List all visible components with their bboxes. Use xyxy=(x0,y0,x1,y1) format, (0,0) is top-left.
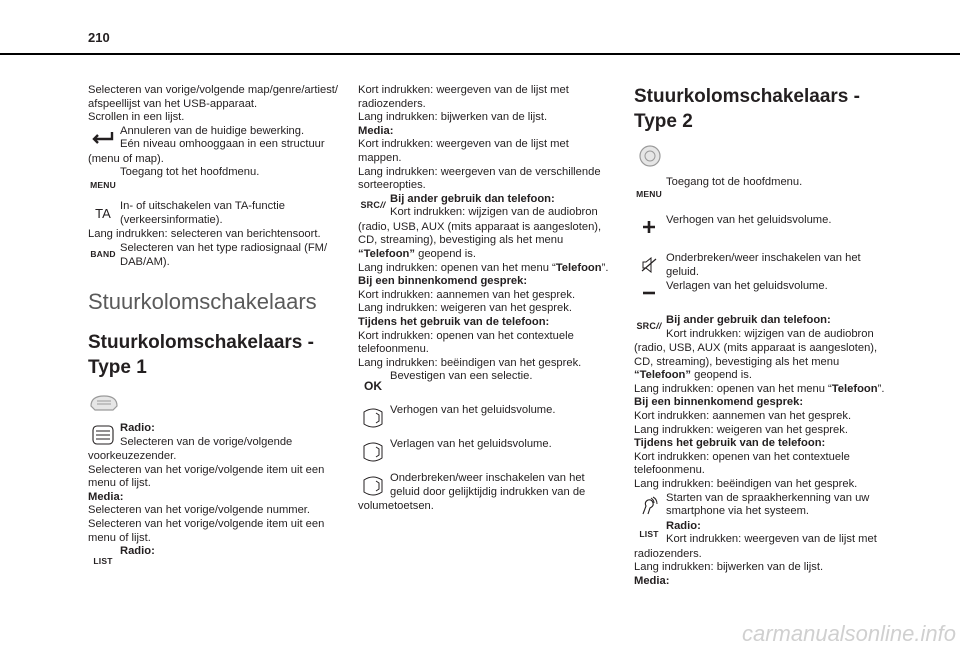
text-line: Bij een binnenkomend gesprek: xyxy=(634,396,804,409)
text-line: Scrollen in een lijst. xyxy=(88,111,185,124)
ok-item xyxy=(358,370,620,398)
text-line: Selecteren van het vorige/volgende item uit een xyxy=(88,463,325,476)
telefoon-quote: “Telefoon” xyxy=(634,369,691,382)
text-line: Lang indrukken: bijwerken van de lijst. xyxy=(358,111,548,124)
header-rule xyxy=(0,53,960,55)
text-line: Tijdens het gebruik van de telefoon: xyxy=(634,437,826,450)
text-line: Onderbreken/weer inschakelen van het xyxy=(666,252,861,264)
text-line: Lang indrukken: bijwerken van de lijst. xyxy=(634,561,824,574)
text-line: Kort indrukken: wijzigen van de audiobron xyxy=(666,327,874,340)
text-line: Lang indrukken: weergeven van de verschillende xyxy=(358,165,601,178)
lang-open-post: ”. xyxy=(877,382,885,395)
geopend-text: geopend is. xyxy=(414,247,476,260)
text-line: Onderbreken/weer inschakelen van het xyxy=(390,472,585,485)
text-line: menu of lijst. xyxy=(88,531,151,544)
volume-up-item xyxy=(634,214,896,242)
text-line: Starten van de spraakherkenning van uw xyxy=(666,491,870,504)
text-line: Lang indrukken: beëindigen van het gesprek. xyxy=(358,356,582,369)
text-line: Selecteren van het vorige/volgende item uit een xyxy=(88,517,325,530)
menu-key-label: MENU xyxy=(636,189,662,200)
text-line: Kort indrukken: aannemen van het gesprek. xyxy=(634,409,852,422)
text-line: telefoonmenu. xyxy=(358,343,429,356)
text-line: Verhogen van het geluidsvolume. xyxy=(666,214,832,226)
text-line: Kort indrukken: weergeven van de lijst met xyxy=(358,138,569,151)
text-line: telefoonmenu. xyxy=(634,464,705,477)
src-key-label: SRC xyxy=(360,199,381,210)
text-line: Radio: xyxy=(120,421,155,434)
band-item xyxy=(88,242,350,270)
text-line: CD, streaming), bevestiging als het menu xyxy=(634,355,840,368)
text-line: mappen. xyxy=(358,151,402,164)
lang-open-post: ”. xyxy=(601,261,609,274)
return-arrow-icon xyxy=(88,125,118,151)
text-line: Eén niveau omhooggaan in een structuur xyxy=(120,138,325,151)
text-line: In- of uitschakelen van TA-functie xyxy=(120,200,285,213)
text-line: Annuleren van de huidige bewerking. xyxy=(120,124,305,137)
text-line: Selecteren van vorige/volgende map/genre/artiest/ xyxy=(88,84,339,96)
subsection-title xyxy=(88,330,350,380)
radio-item xyxy=(88,422,350,450)
text-line: sorteeropties. xyxy=(358,179,426,192)
text-line: Media: xyxy=(358,124,394,137)
text-line: Lang indrukken: weigeren van het gesprek. xyxy=(634,423,848,436)
text-line xyxy=(358,262,620,276)
menu-key-label: MENU xyxy=(90,179,116,190)
mute-speaker-icon xyxy=(634,252,664,278)
text-line: Tijdens het gebruik van de telefoon: xyxy=(358,315,550,328)
ta-item xyxy=(88,200,350,228)
text-line: (menu of map). xyxy=(88,152,164,165)
ta-key-label: TA xyxy=(95,205,111,221)
band-key-label: BAND xyxy=(90,249,116,260)
text-line: Toegang tot de hoofdmenu. xyxy=(666,176,803,188)
thumbwheel-icon xyxy=(88,422,118,448)
text-line: Selecteren van het type radiosignaal (FM/ xyxy=(120,241,328,254)
title-line: Type 1 xyxy=(88,356,147,378)
text-line: Radio: xyxy=(666,519,701,532)
text-line: menu of lijst. xyxy=(88,477,151,490)
voice-item xyxy=(634,492,896,520)
list-key-label: LIST xyxy=(93,556,113,567)
text-line: volumetoetsen. xyxy=(358,500,434,513)
ok-key-label: OK xyxy=(364,379,382,394)
geopend-text: geopend is. xyxy=(690,369,752,382)
telefoon-quote: “Telefoon” xyxy=(358,247,415,260)
lang-open-bold: Telefoon xyxy=(555,261,602,274)
column-1 xyxy=(88,84,350,573)
list-key-label: LIST xyxy=(639,528,659,539)
src-key-icon: SRC // xyxy=(634,314,664,340)
text-line: Kort indrukken: weergeven van de lijst met xyxy=(666,533,877,546)
text-line: smartphone via het systeem. xyxy=(666,505,810,518)
text-line: Kort indrukken: weergeven van de lijst met xyxy=(358,84,569,96)
text-line: Verlagen van het geluidsvolume. xyxy=(390,438,552,451)
text-line: Verlagen van het geluidsvolume. xyxy=(666,280,828,292)
text-line: Lang indrukken: beëindigen van het gesprek. xyxy=(634,477,858,490)
page-number: 210 xyxy=(88,30,110,45)
text-line: geluid door gelijktijdig indrukken van de xyxy=(390,485,586,498)
src-item xyxy=(358,193,620,221)
voice-recognition-icon xyxy=(634,492,664,518)
volume-both-control-icon xyxy=(358,472,388,498)
text-line: Lang indrukken: selecteren van berichtensoort. xyxy=(88,228,321,241)
column-3 xyxy=(634,84,896,588)
section-title: Stuurkolomschakelaars xyxy=(88,288,317,314)
menu-item xyxy=(634,176,896,204)
subsection-title xyxy=(634,84,896,134)
src-key-icon: SRC // xyxy=(358,193,388,219)
text-line: Radio: xyxy=(120,545,155,558)
lang-open-bold: Telefoon xyxy=(831,382,878,395)
text-line: Bij een binnenkomend gesprek: xyxy=(358,275,528,288)
title-line: Stuurkolomschakelaars - xyxy=(634,86,860,107)
text-line xyxy=(358,248,620,262)
volume-up-control-icon xyxy=(358,404,388,430)
text-line: Media: xyxy=(88,490,124,503)
steering-switch-icon xyxy=(634,144,896,170)
title-line: Stuurkolomschakelaars - xyxy=(88,331,314,353)
mute-item xyxy=(358,472,620,500)
watermark: carmanualsonline.info xyxy=(741,621,956,646)
text-line: Media: xyxy=(634,574,670,587)
text-line: geluid. xyxy=(666,265,699,278)
minus-icon xyxy=(634,280,664,306)
volume-up-item xyxy=(358,404,620,432)
text-line: DAB/AM). xyxy=(120,255,170,268)
column-2 xyxy=(358,84,620,514)
lang-open-pre: Lang indrukken: openen van het menu “ xyxy=(358,261,556,274)
title-line: Type 2 xyxy=(634,111,693,132)
text-line: Kort indrukken: aannemen van het gesprek. xyxy=(358,288,576,301)
plus-icon xyxy=(634,214,664,240)
text-line: (verkeersinformatie). xyxy=(120,213,223,226)
text-line: Bevestigen van een selectie. xyxy=(390,370,533,383)
text-line: Verhogen van het geluidsvolume. xyxy=(390,404,556,417)
text-line: Selecteren van het vorige/volgende nummer. xyxy=(88,504,311,517)
text-line: Kort indrukken: openen van het contextuele xyxy=(358,329,574,342)
text-line: Kort indrukken: openen van het contextuele xyxy=(634,450,850,463)
menu-item xyxy=(88,166,350,194)
text-line: Bij ander gebruik dan telefoon: xyxy=(666,314,831,326)
text-line: Bij ander gebruik dan telefoon: xyxy=(390,192,555,205)
text-line: voorkeuzezender. xyxy=(88,449,177,462)
volume-down-item xyxy=(634,280,896,308)
text-line: Kort indrukken: wijzigen van de audiobron xyxy=(390,206,598,219)
text-line: afspeellijst van het USB-apparaat. xyxy=(88,97,258,110)
text-line xyxy=(634,369,896,383)
src-item xyxy=(634,314,896,342)
text-line: Selecteren van de vorige/volgende xyxy=(120,435,293,448)
mute-item xyxy=(634,252,896,280)
text-line: (radio, USB, AUX (mits apparaat is aangesloten), xyxy=(358,220,602,233)
text-line: radiozenders. xyxy=(634,547,702,560)
text-line: radiozenders. xyxy=(358,97,426,110)
text-line: (radio, USB, AUX (mits apparaat is aangesloten), xyxy=(634,342,878,354)
lang-open-pre: Lang indrukken: openen van het menu “ xyxy=(634,382,832,395)
volume-down-control-icon xyxy=(358,438,388,464)
text-line: CD, streaming), bevestiging als het menu xyxy=(358,234,564,247)
list-item xyxy=(634,520,896,548)
text-line: Toegang tot het hoofdmenu. xyxy=(120,166,260,179)
volume-down-item xyxy=(358,438,620,466)
list-item xyxy=(88,545,350,573)
text-line xyxy=(634,383,896,397)
text-line: Lang indrukken: weigeren van het gesprek. xyxy=(358,302,572,315)
return-item xyxy=(88,125,350,153)
src-key-label: SRC xyxy=(636,321,657,332)
steering-switch-icon xyxy=(88,392,350,416)
